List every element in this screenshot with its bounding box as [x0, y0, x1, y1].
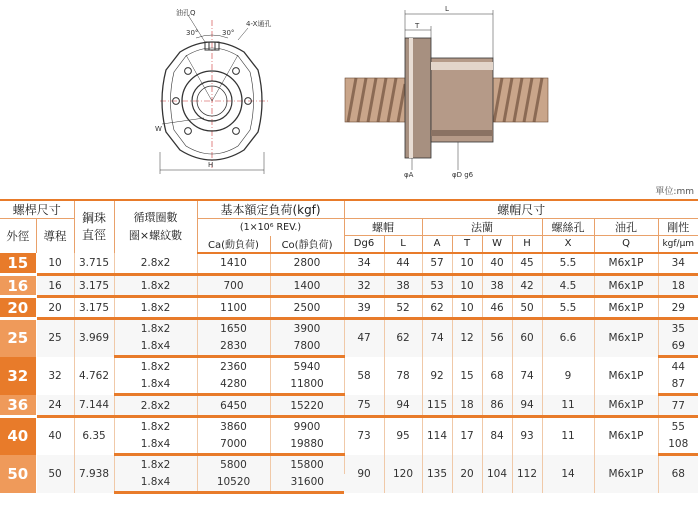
dim-A-label: φA	[404, 171, 414, 179]
header-H: H	[512, 236, 542, 253]
dim-H-label: H	[208, 161, 214, 169]
cell-co: 9900	[270, 417, 344, 436]
cell-q: M6x1P	[594, 417, 658, 455]
cell-t: 18	[452, 395, 482, 417]
header-rig-unit: kgf/μm	[658, 236, 698, 253]
cell-t: 10	[452, 297, 482, 319]
cell-rigidity: 77	[658, 395, 698, 417]
cell-dg6: 90	[344, 455, 384, 493]
header-circuits-line1: 循環圈數	[133, 210, 178, 224]
cell-co: 3900	[270, 319, 344, 338]
cell-outer-dia: 50	[0, 455, 36, 493]
cell-t: 17	[452, 417, 482, 455]
cell-circuits: 1.8x4	[114, 338, 197, 357]
oil-hole-label: 油孔Q	[176, 9, 196, 17]
cell-a: 57	[422, 253, 452, 275]
cell-rigidity: 35	[658, 319, 698, 338]
cell-rigidity: 68	[658, 455, 698, 493]
header-flange: 法蘭	[422, 219, 542, 236]
table-row	[0, 253, 698, 275]
cell-w: 46	[482, 297, 512, 319]
cell-ca: 3860	[197, 417, 270, 436]
cell-a: 62	[422, 297, 452, 319]
cell-h: 45	[512, 253, 542, 275]
cell-rigidity: 44	[658, 357, 698, 376]
cell-lead: 25	[36, 319, 74, 357]
cell-rigidity: 18	[658, 275, 698, 297]
cell-ca: 1410	[197, 253, 270, 275]
technical-drawings	[0, 0, 700, 182]
cell-x: 11	[542, 395, 594, 417]
cell-h: 42	[512, 275, 542, 297]
cell-ca: 2830	[197, 338, 270, 357]
cell-circuits: 2.8x2	[114, 395, 197, 417]
header-ca: Ca(動負荷)	[197, 236, 270, 253]
cell-dg6: 58	[344, 357, 384, 395]
cell-x: 9	[542, 357, 594, 395]
drawing-canvas	[0, 0, 700, 182]
dim-L-label: L	[445, 5, 449, 13]
cell-w: 56	[482, 319, 512, 357]
header-circuits	[114, 200, 197, 253]
cell-w: 104	[482, 455, 512, 493]
cell-co: 19880	[270, 436, 344, 455]
cell-t: 15	[452, 357, 482, 395]
header-ball-dia-line1: 鋼珠	[82, 210, 107, 225]
cell-co: 11800	[270, 376, 344, 395]
cell-rigidity: 29	[658, 297, 698, 319]
cell-q: M6x1P	[594, 297, 658, 319]
cell-rigidity: 69	[658, 338, 698, 357]
cell-t: 12	[452, 319, 482, 357]
header-nut-size: 螺帽尺寸	[344, 200, 698, 219]
cell-circuits: 2.8x2	[114, 253, 197, 275]
header-circuits-line2: 圈×螺紋數	[128, 228, 183, 242]
cell-l: 38	[384, 275, 422, 297]
cell-dg6: 32	[344, 275, 384, 297]
cell-ball-dia: 6.35	[74, 417, 114, 455]
cell-lead: 32	[36, 357, 74, 395]
unit-note: 單位:mm	[655, 187, 694, 197]
cell-a: 74	[422, 319, 452, 357]
cell-ball-dia: 3.715	[74, 253, 114, 275]
cell-l: 94	[384, 395, 422, 417]
cell-h: 94	[512, 395, 542, 417]
dim-W-label: W	[155, 125, 162, 133]
cell-t: 10	[452, 253, 482, 275]
header-oil-hole: 油孔	[594, 219, 658, 236]
cell-outer-dia: 32	[0, 357, 36, 395]
cell-h: 112	[512, 455, 542, 493]
cell-co: 1400	[270, 275, 344, 297]
cell-rigidity: 34	[658, 253, 698, 275]
cell-lead: 10	[36, 253, 74, 275]
cell-co: 2800	[270, 253, 344, 275]
cell-lead: 16	[36, 275, 74, 297]
cell-co: 2500	[270, 297, 344, 319]
cell-ca: 4280	[197, 376, 270, 395]
header-Q: Q	[594, 236, 658, 253]
cell-l: 52	[384, 297, 422, 319]
cell-w: 40	[482, 253, 512, 275]
cell-x: 11	[542, 417, 594, 455]
cell-q: M6x1P	[594, 319, 658, 357]
cell-outer-dia: 16	[0, 275, 36, 297]
cell-x: 5.5	[542, 297, 594, 319]
cell-circuits: 1.8x2	[114, 297, 197, 319]
cell-dg6: 75	[344, 395, 384, 417]
cell-lead: 24	[36, 395, 74, 417]
cell-x: 4.5	[542, 275, 594, 297]
flange-front-view	[160, 15, 268, 174]
cell-co: 15800	[270, 455, 344, 474]
cell-a: 115	[422, 395, 452, 417]
cell-ball-dia: 7.938	[74, 455, 114, 493]
angle-left-label: 30°	[186, 29, 199, 37]
cell-circuits: 1.8x4	[114, 376, 197, 395]
cell-ball-dia: 3.175	[74, 297, 114, 319]
header-rigidity: 剛性	[658, 219, 698, 236]
cell-circuits: 1.8x2	[114, 357, 197, 376]
cell-a: 135	[422, 455, 452, 493]
cell-ca: 6450	[197, 395, 270, 417]
cell-ball-dia: 3.175	[74, 275, 114, 297]
cell-w: 84	[482, 417, 512, 455]
header-screw-hole: 螺絲孔	[542, 219, 594, 236]
cell-rigidity: 55	[658, 417, 698, 436]
cell-circuits: 1.8x2	[114, 455, 197, 474]
cell-circuits: 1.8x2	[114, 275, 197, 297]
header-lead: 導程	[36, 219, 74, 253]
cell-dg6: 47	[344, 319, 384, 357]
cell-ball-dia: 3.969	[74, 319, 114, 357]
cell-ca: 1650	[197, 319, 270, 338]
cell-lead: 20	[36, 297, 74, 319]
header-L: L	[384, 236, 422, 253]
table-row	[0, 417, 698, 436]
cell-circuits: 1.8x2	[114, 417, 197, 436]
cell-dg6: 39	[344, 297, 384, 319]
cell-ball-dia: 7.144	[74, 395, 114, 417]
header-co: Co(靜負荷)	[270, 236, 344, 253]
header-ball-dia	[74, 200, 114, 253]
cell-co: 7800	[270, 338, 344, 357]
cell-l: 62	[384, 319, 422, 357]
header-outer-dia: 外徑	[0, 219, 36, 253]
header-T: T	[452, 236, 482, 253]
cell-lead: 40	[36, 417, 74, 455]
table-body	[0, 253, 698, 493]
cell-ca: 1100	[197, 297, 270, 319]
header-X: X	[542, 236, 594, 253]
screw-shaft-right	[490, 78, 548, 122]
cell-l: 120	[384, 455, 422, 493]
cell-circuits: 1.8x4	[114, 474, 197, 493]
table-row	[0, 319, 698, 338]
cell-x: 6.6	[542, 319, 594, 357]
cell-rigidity: 87	[658, 376, 698, 395]
cell-l: 78	[384, 357, 422, 395]
cell-outer-dia: 25	[0, 319, 36, 357]
cell-x: 14	[542, 455, 594, 493]
cell-co: 31600	[270, 474, 344, 493]
cell-outer-dia: 36	[0, 395, 36, 417]
cell-ca: 2360	[197, 357, 270, 376]
header-load-sub: (1×10⁶ REV.)	[197, 219, 344, 236]
cell-t: 20	[452, 455, 482, 493]
header-dg6: Dg6	[344, 236, 384, 253]
cell-l: 95	[384, 417, 422, 455]
cell-h: 50	[512, 297, 542, 319]
through-hole-label: 4-X通孔	[246, 20, 272, 28]
nut-side-view	[345, 10, 548, 170]
table-row	[0, 395, 698, 417]
cell-ca: 5800	[197, 455, 270, 474]
table-row	[0, 297, 698, 319]
table-header	[0, 200, 698, 253]
cell-t: 10	[452, 275, 482, 297]
cell-w: 86	[482, 395, 512, 417]
cell-dg6: 34	[344, 253, 384, 275]
cell-x: 5.5	[542, 253, 594, 275]
cell-l: 44	[384, 253, 422, 275]
cell-q: M6x1P	[594, 357, 658, 395]
table-row	[0, 455, 698, 474]
dim-T-label: T	[415, 22, 420, 30]
screw-shaft-left	[345, 78, 405, 122]
table-row	[0, 275, 698, 297]
header-load-rating: 基本額定負荷(kgf)	[197, 200, 344, 219]
cell-outer-dia: 15	[0, 253, 36, 275]
cell-dg6: 73	[344, 417, 384, 455]
cell-co: 5940	[270, 357, 344, 376]
cell-q: M6x1P	[594, 395, 658, 417]
cell-ball-dia: 4.762	[74, 357, 114, 395]
cell-a: 114	[422, 417, 452, 455]
cell-q: M6x1P	[594, 455, 658, 493]
angle-right-label: 30°	[222, 29, 235, 37]
header-nut-cap: 螺帽	[344, 219, 422, 236]
header-ball-dia-line2: 直徑	[82, 227, 107, 242]
cell-lead: 50	[36, 455, 74, 493]
header-W: W	[482, 236, 512, 253]
cell-q: M6x1P	[594, 275, 658, 297]
cell-rigidity: 108	[658, 436, 698, 455]
cell-ca: 700	[197, 275, 270, 297]
cell-a: 92	[422, 357, 452, 395]
header-screw-size: 螺桿尺寸	[0, 200, 74, 219]
dim-D-label: φD g6	[452, 171, 474, 179]
cell-a: 53	[422, 275, 452, 297]
cell-h: 60	[512, 319, 542, 357]
cell-q: M6x1P	[594, 253, 658, 275]
header-A: A	[422, 236, 452, 253]
ballscrew-spec-table	[0, 199, 698, 494]
cell-ca: 7000	[197, 436, 270, 455]
cell-ca: 10520	[197, 474, 270, 493]
cell-w: 68	[482, 357, 512, 395]
cell-w: 38	[482, 275, 512, 297]
cell-circuits: 1.8x4	[114, 436, 197, 455]
cell-h: 93	[512, 417, 542, 455]
table-row	[0, 357, 698, 376]
cell-outer-dia: 40	[0, 417, 36, 455]
cell-co: 15220	[270, 395, 344, 417]
cell-circuits: 1.8x2	[114, 319, 197, 338]
cell-h: 74	[512, 357, 542, 395]
cell-outer-dia: 20	[0, 297, 36, 319]
